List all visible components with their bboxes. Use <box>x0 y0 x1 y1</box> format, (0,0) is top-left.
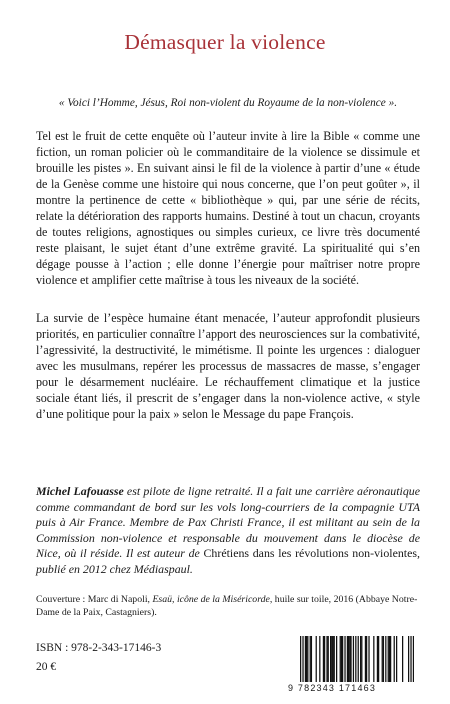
barcode-bar <box>358 636 359 682</box>
barcode-bar <box>377 636 378 682</box>
barcode-bar <box>348 636 349 682</box>
barcode-bar <box>319 636 320 682</box>
author-bio-text-1: est pilote de ligne retraité. Il a fait une carrière aéronautique comme commandant de bord sur les vols long-courriers de la compagnie UTA puis à Air France. Membre de Pax Christi France, il est militant au sein de la Commission non-violence et responsable du mouvement dans le diocèse de Nice, où il réside. Il est auteur de <box>36 484 421 561</box>
barcode-bar <box>410 636 411 682</box>
price: 20 € <box>36 661 57 673</box>
barcode-bar <box>323 636 324 682</box>
cover-credit-prefix: Couverture : Marc di Napoli, <box>36 594 153 605</box>
epigraph: « Voici l’Homme, Jésus, Roi non-violent du Royaume de la non-violence ». <box>58 97 398 109</box>
barcode-bar <box>368 636 369 682</box>
barcode-bar <box>328 636 329 682</box>
barcode-bar <box>355 636 356 682</box>
barcode-bar <box>373 636 374 682</box>
barcode-bar <box>311 636 312 682</box>
barcode-bar <box>378 636 379 682</box>
barcode-bar <box>360 636 361 682</box>
barcode-bar <box>383 636 384 682</box>
barcode-bar <box>347 636 348 682</box>
barcode-bar <box>366 636 367 682</box>
barcode-bar <box>306 636 307 682</box>
barcode-bar <box>336 636 337 682</box>
barcode-bar <box>388 636 389 682</box>
author-bio-text-2: , publié en 2012 chez Médiaspaul. <box>36 546 420 576</box>
barcode-bar <box>340 636 341 682</box>
barcode-bar <box>341 636 342 682</box>
barcode-bar <box>365 636 366 682</box>
barcode-bar <box>334 636 335 682</box>
cover-credit <box>36 593 420 619</box>
barcode-bar <box>307 636 308 682</box>
barcode-bar <box>344 636 345 682</box>
isbn: ISBN : 978-2-343-17146-3 <box>36 642 162 654</box>
barcode-bar <box>350 636 351 682</box>
barcode-bar <box>361 636 362 682</box>
author-name: Michel Lafouasse <box>36 484 124 498</box>
barcode-bar <box>349 636 350 682</box>
barcode-bar <box>300 636 301 682</box>
barcode-bar <box>413 636 414 682</box>
barcode-bar <box>353 636 354 682</box>
barcode-bar <box>402 636 403 682</box>
barcode-bar <box>390 636 391 682</box>
barcode-bar <box>310 636 311 682</box>
barcode-bar <box>394 636 395 682</box>
barcode-bar <box>382 636 383 682</box>
book-title: Démasquer la violence <box>124 30 326 54</box>
barcode-bar <box>316 636 317 682</box>
author-bio <box>36 484 420 578</box>
previous-book-title: Chrétiens dans les révolutions non-violentes <box>203 546 418 561</box>
barcode-bar <box>342 636 343 682</box>
summary-paragraph-2: La survie de l’espèce humaine étant menacée, l’auteur approfondit plusieurs priorités, en particulier connaître l’apport des neurosciences sur la combativité, l’agressivité, la destructivité, le mimétisme. Il pointe les urgences : dialoguer avec les musulmans, repérer les processus de massacres de masse, s’engager pour le désarmement nucléaire. Le réchauffement climatique et la justice sociale étant liés, il prescrit de s’engager dans la non-violence active, « style d’une politique pour la paix » selon le Message du pape François. <box>36 311 420 422</box>
barcode-bar <box>326 636 327 682</box>
barcode-bar <box>385 636 386 682</box>
barcode-bar <box>330 636 331 682</box>
barcode-bar <box>305 636 306 682</box>
summary-paragraph-1: Tel est le fruit de cette enquête où l’auteur invite à lire la Bible « comme une fiction, un roman policier où le commanditaire de la violence se dissimule et brouille les pistes ». En suivant ainsi le fil de la violence à partir d’une « étude de la Genèse comme une histoire qui nous concerne, que l’on peut goûter », il montre la pertinence de cette « bibliothèque » qui, par une série de récits, relate la détérioration des rapports humains. Destiné à tout un chacun, croyants de toutes religions, agnostiques ou simples curieux, ce livre très documenté reste plaisant, le sujet étant d’une extrême gravité. La spiritualité qui s’en dégage pousse à l’action ; elle donne l’énergie pour maîtriser notre propre violence et amplifier cette maîtrise à tous les niveaux de la société. <box>36 129 420 288</box>
barcode-bar <box>331 636 332 682</box>
cover-artwork-title: Esaü, icône de la Miséricorde <box>152 594 270 605</box>
barcode-bar <box>408 636 409 682</box>
barcode-digits: 9 782343 171463 <box>288 683 377 693</box>
barcode-bar <box>302 636 303 682</box>
cover-credit-suffix: , huile sur toile, 2016 (Abbaye Notre-Dame de la Paix, Castagniers). <box>36 594 418 618</box>
barcode-bar <box>389 636 390 682</box>
barcode-bar <box>332 636 333 682</box>
barcode-bar <box>396 636 397 682</box>
barcode-bar <box>324 636 325 682</box>
